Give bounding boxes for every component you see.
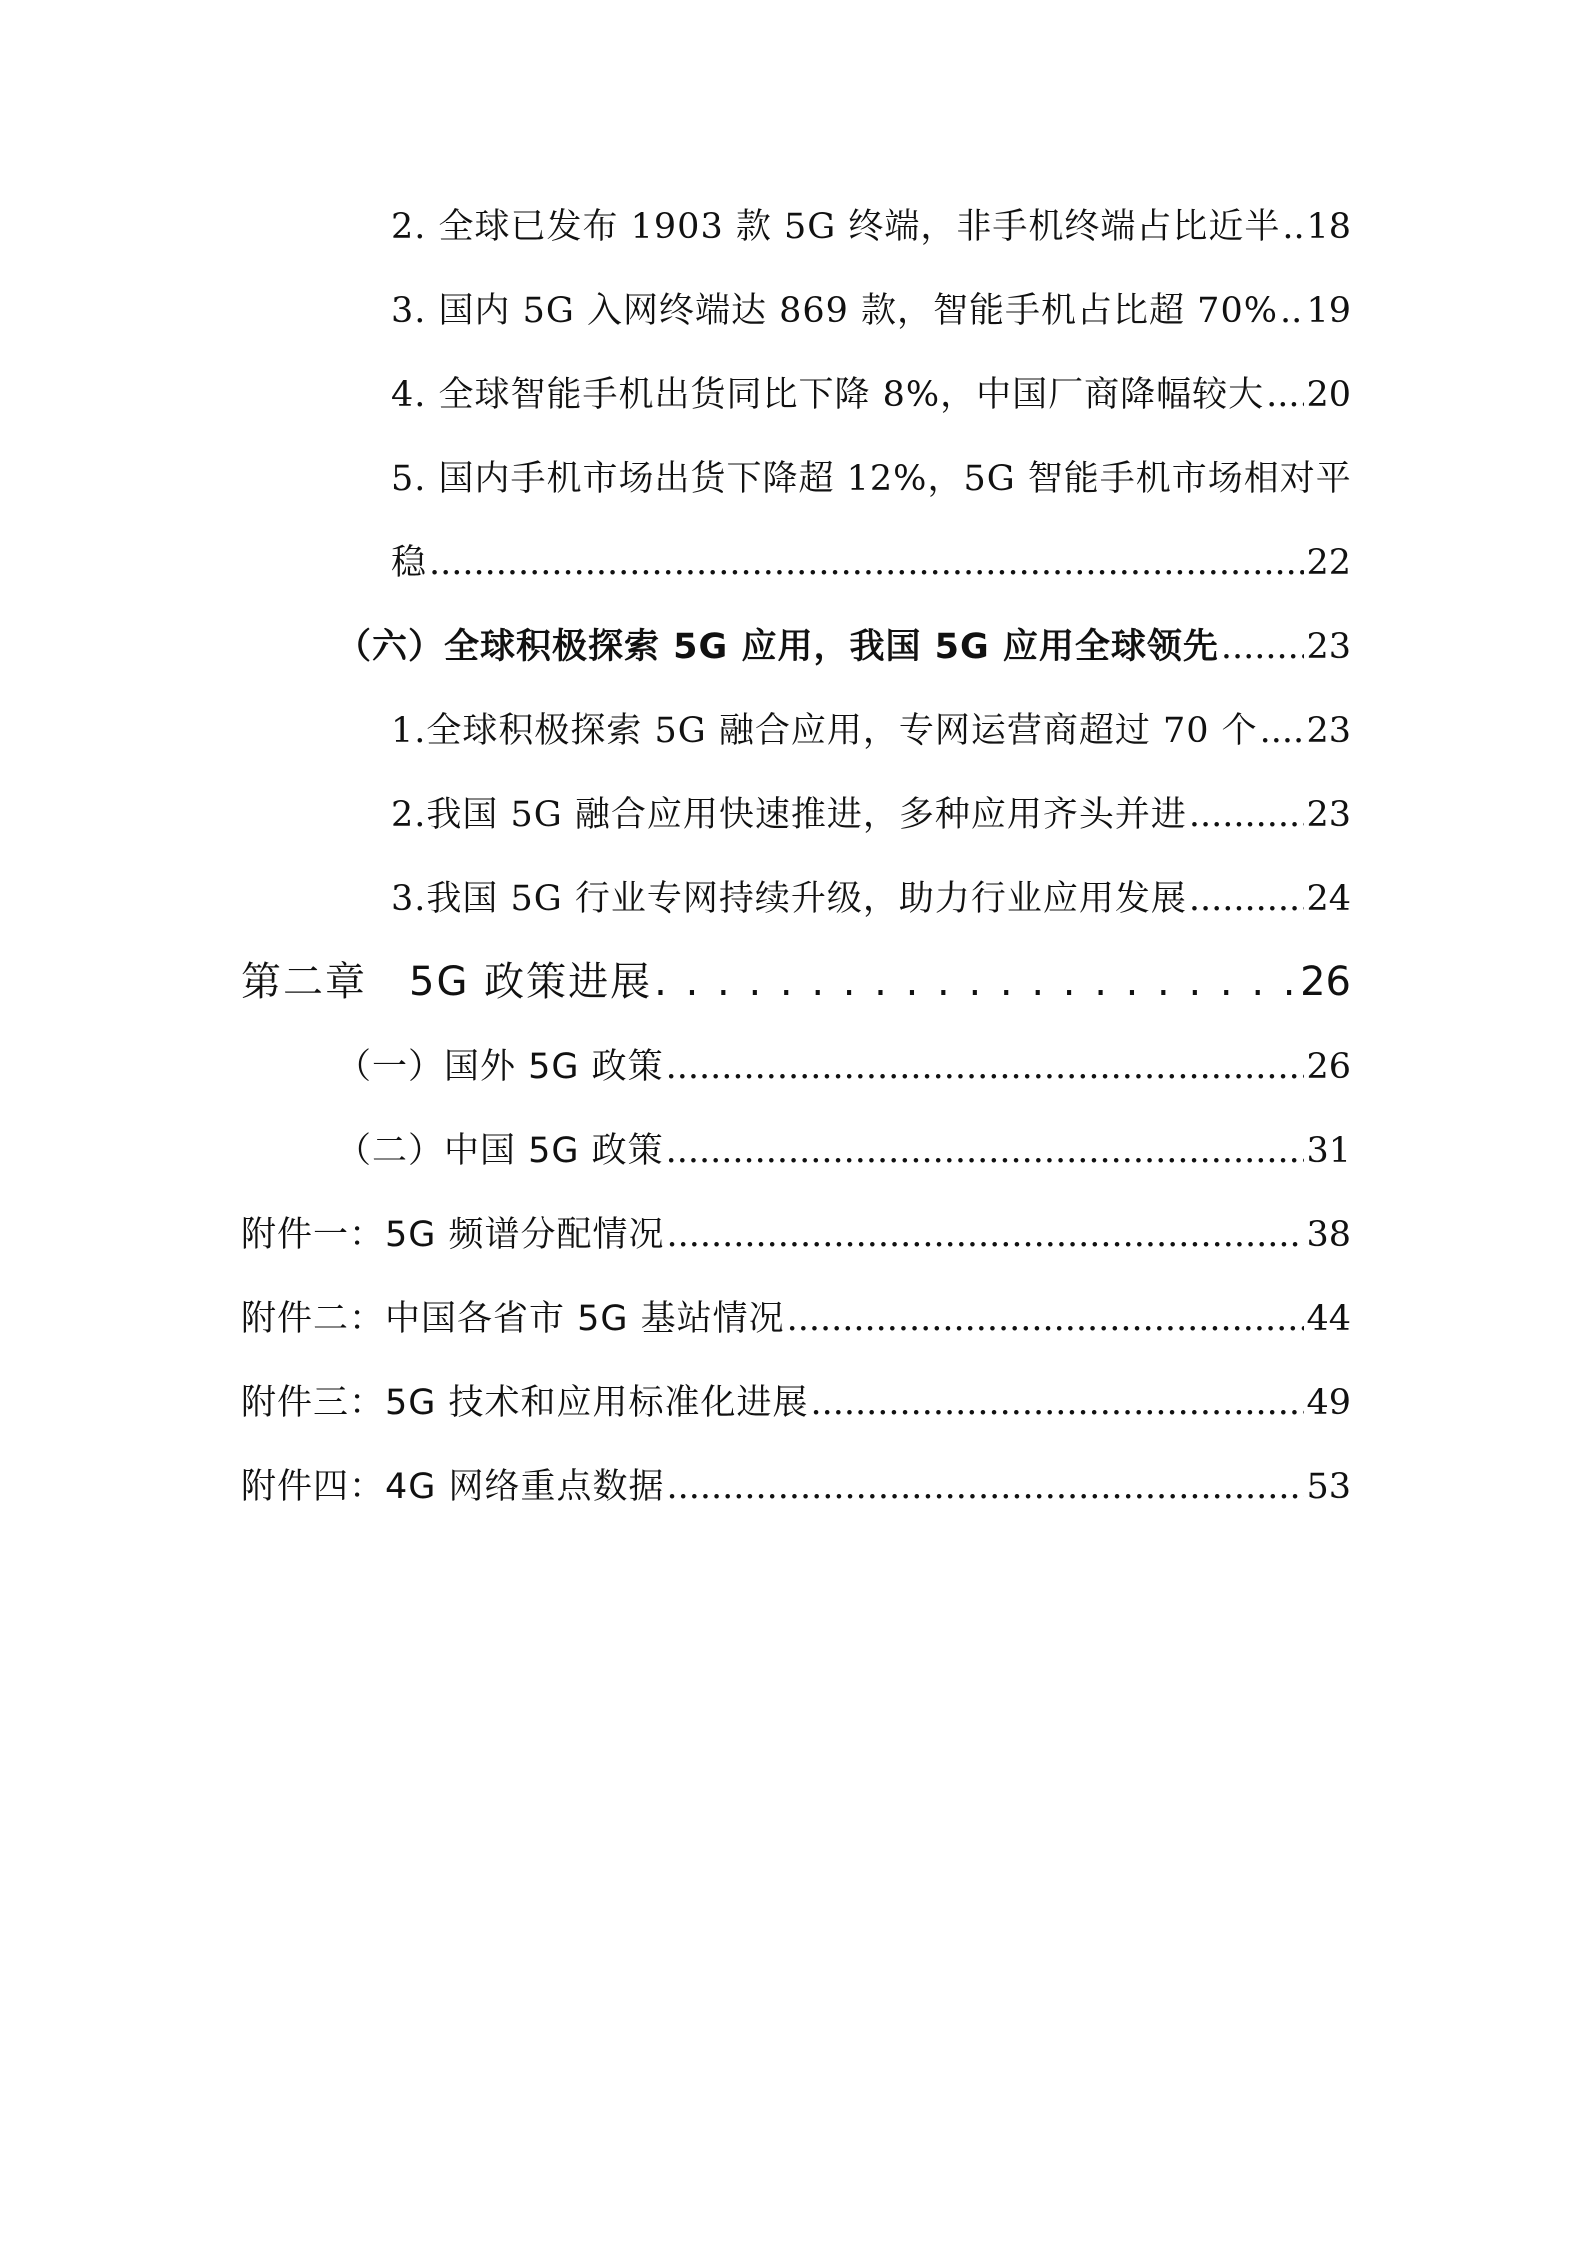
toc-entry-title: 附件二：中国各省市 5G 基站情况 bbox=[241, 1299, 785, 1339]
toc-page-number: 49 bbox=[1306, 1383, 1351, 1423]
toc-entry-title-line1[interactable]: 5. 国内手机市场出货下降超 12%，5G 智能手机市场相对平 bbox=[391, 459, 1352, 499]
toc-dot-leader bbox=[1189, 794, 1305, 836]
toc-dot-leader bbox=[1260, 710, 1305, 752]
toc-dot-leader bbox=[1280, 290, 1304, 332]
toc-entry-title: 2. 全球已发布 1903 款 5G 终端，非手机终端占比近半 bbox=[391, 207, 1281, 247]
toc-dot-leader bbox=[1266, 374, 1304, 416]
toc-page-number: 22 bbox=[1306, 543, 1351, 583]
toc-entry-title: 2.我国 5G 融合应用快速推进，多种应用齐头并进 bbox=[391, 795, 1187, 835]
toc-appendix-entry[interactable] bbox=[241, 1298, 1351, 1340]
toc-chapter-entry[interactable] bbox=[241, 958, 1351, 1006]
toc-dot-leader bbox=[787, 1298, 1305, 1340]
toc-entry[interactable] bbox=[391, 794, 1351, 836]
toc-dot-leader bbox=[1282, 206, 1304, 248]
toc-entry-title: 4. 全球智能手机出货同比下降 8%，中国厂商降幅较大 bbox=[391, 375, 1265, 415]
toc-dot-leader bbox=[654, 958, 1298, 1006]
toc-appendix-entry[interactable] bbox=[241, 1382, 1351, 1424]
toc-section-entry[interactable] bbox=[336, 626, 1351, 668]
toc-page-number: 18 bbox=[1306, 207, 1351, 247]
toc-page-number: 23 bbox=[1306, 711, 1351, 751]
toc-dot-leader bbox=[666, 1130, 1305, 1172]
toc-dot-leader bbox=[429, 542, 1304, 584]
toc-entry[interactable] bbox=[391, 542, 1351, 584]
toc-page-number: 38 bbox=[1306, 1215, 1351, 1255]
toc-entry[interactable] bbox=[391, 290, 1351, 332]
toc-dot-leader bbox=[667, 1214, 1305, 1256]
toc-entry-title: 3.我国 5G 行业专网持续升级，助力行业应用发展 bbox=[391, 879, 1187, 919]
toc-chapter-title: 第二章 5G 政策进展 bbox=[241, 959, 653, 1005]
toc-page-number: 19 bbox=[1306, 291, 1351, 331]
toc-entry-title: （二）中国 5G 政策 bbox=[336, 1131, 664, 1171]
toc-entry-title: （六）全球积极探索 5G 应用，我国 5G 应用全球领先 bbox=[336, 627, 1219, 667]
toc-entry[interactable] bbox=[391, 206, 1351, 248]
toc-page-number: 26 bbox=[1306, 1047, 1351, 1087]
toc-appendix-entry[interactable] bbox=[241, 1466, 1351, 1508]
toc-page-number: 53 bbox=[1306, 1467, 1351, 1507]
toc-section-entry[interactable] bbox=[336, 1130, 1351, 1172]
toc-entry[interactable] bbox=[391, 878, 1351, 920]
toc-entry-title: （一）国外 5G 政策 bbox=[336, 1047, 664, 1087]
toc-entry-title: 3. 国内 5G 入网终端达 869 款，智能手机占比超 70% bbox=[391, 291, 1278, 331]
toc-page-number: 31 bbox=[1306, 1131, 1351, 1171]
toc-entry-title-line2: 稳 bbox=[391, 543, 428, 583]
toc-page-number: 20 bbox=[1306, 375, 1351, 415]
toc-appendix-entry[interactable] bbox=[241, 1214, 1351, 1256]
toc-page-number: 44 bbox=[1306, 1299, 1351, 1339]
toc-entry-title: 附件四：4G 网络重点数据 bbox=[241, 1467, 665, 1507]
toc-page-number: 23 bbox=[1306, 627, 1351, 667]
toc-page-number: 24 bbox=[1306, 879, 1351, 919]
toc-entry-title: 附件一：5G 频谱分配情况 bbox=[241, 1215, 665, 1255]
toc-dot-leader bbox=[1221, 626, 1305, 668]
toc-page-number: 23 bbox=[1306, 795, 1351, 835]
toc-dot-leader bbox=[811, 1382, 1305, 1424]
toc-dot-leader bbox=[667, 1466, 1305, 1508]
toc-dot-leader bbox=[1189, 878, 1305, 920]
toc-page-number: 26 bbox=[1300, 959, 1351, 1005]
toc-entry-title: 附件三：5G 技术和应用标准化进展 bbox=[241, 1383, 809, 1423]
toc-section-entry[interactable] bbox=[336, 1046, 1351, 1088]
toc-entry[interactable] bbox=[391, 374, 1351, 416]
toc-dot-leader bbox=[666, 1046, 1305, 1088]
toc-entry-title: 1.全球积极探索 5G 融合应用，专网运营商超过 70 个 bbox=[391, 711, 1258, 751]
toc-entry[interactable] bbox=[391, 710, 1351, 752]
